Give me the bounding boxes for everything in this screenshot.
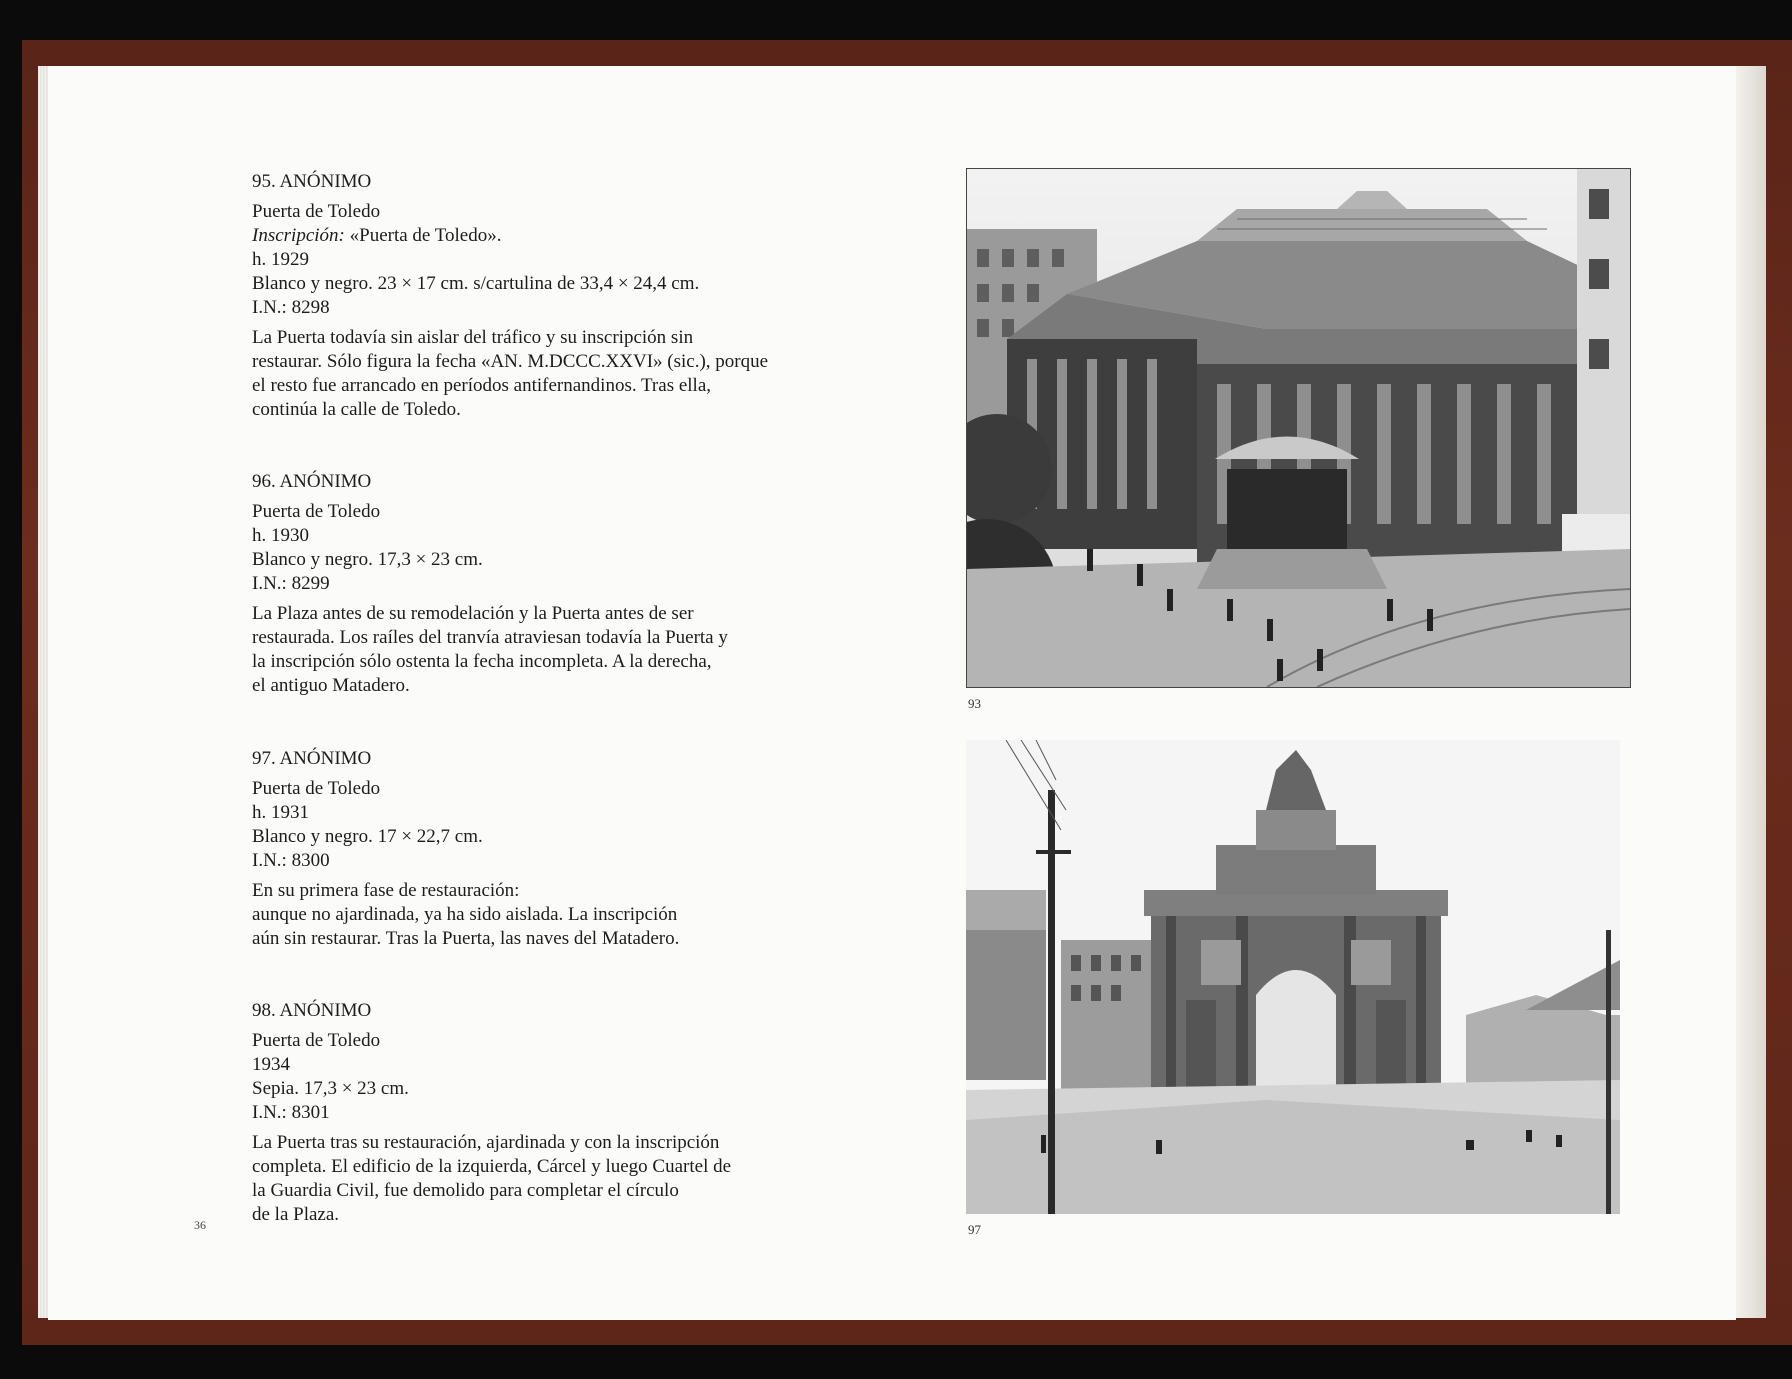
photo-puerta-de-toledo <box>966 740 1620 1214</box>
entry-heading: 96. ANÓNIMO <box>252 471 372 492</box>
description-line: La Puerta todavía sin aislar del tráfico y su inscripción sin <box>252 327 694 348</box>
catalog-entry-98 <box>252 999 912 1227</box>
description-line: la inscripción sólo ostenta la fecha incompleta. A la derecha, <box>252 651 712 672</box>
page-gutter-edge <box>1736 66 1766 1318</box>
description-line: el resto fue arrancado en períodos antifernandinos. Tras ella, <box>252 375 712 396</box>
description-line: completa. El edificio de la izquierda, Cárcel y luego Cuartel de <box>252 1156 732 1177</box>
entry-date: h. 1929 <box>252 249 309 270</box>
entry-inventory: I.N.: 8300 <box>252 850 330 871</box>
entry-heading: 98. ANÓNIMO <box>252 1000 372 1021</box>
description-line: restaurar. Sólo figura la fecha «AN. M.DCCC.XXVI» (sic.), porque <box>252 351 769 372</box>
photo-caption: 93 <box>968 696 981 711</box>
catalog-entry-95 <box>252 170 912 422</box>
description-line: La Plaza antes de su remodelación y la Puerta antes de ser <box>252 603 694 624</box>
entry-medium: Blanco y negro. 17 × 22,7 cm. <box>252 826 483 847</box>
description-line: En su primera fase de restauración: <box>252 880 520 901</box>
entry-date: h. 1931 <box>252 802 309 823</box>
entry-date: 1934 <box>252 1054 290 1075</box>
description-line: de la Plaza. <box>252 1204 340 1225</box>
entry-inventory: I.N.: 8298 <box>252 297 330 318</box>
entry-description <box>252 1131 912 1227</box>
description-line: la Guardia Civil, fue demolido para completar el círculo <box>252 1180 679 1201</box>
entry-inventory: I.N.: 8301 <box>252 1102 330 1123</box>
description-line: continúa la calle de Toledo. <box>252 399 461 420</box>
description-line: el antiguo Matadero. <box>252 675 410 696</box>
photo-caption: 97 <box>968 1222 981 1237</box>
description-line: La Puerta tras su restauración, ajardinada y con la inscripción <box>252 1132 720 1153</box>
entry-title: Puerta de Toledo <box>252 201 381 222</box>
entry-description <box>252 602 912 698</box>
entry-heading: 95. ANÓNIMO <box>252 171 372 192</box>
entry-inscription <box>252 224 912 248</box>
catalog-entry-97 <box>252 747 912 951</box>
entry-medium: Blanco y negro. 17,3 × 23 cm. <box>252 549 483 570</box>
photo-market-hall <box>966 168 1631 688</box>
entry-medium: Blanco y negro. 23 × 17 cm. s/cartulina de 33,4 × 24,4 cm. <box>252 273 700 294</box>
entry-title: Puerta de Toledo <box>252 778 381 799</box>
description-line: aunque no ajardinada, ya ha sido aislada. La inscripción <box>252 904 678 925</box>
entry-description <box>252 326 912 422</box>
entry-description <box>252 879 912 951</box>
entry-date: h. 1930 <box>252 525 309 546</box>
entry-title: Puerta de Toledo <box>252 1030 381 1051</box>
entry-inventory: I.N.: 8299 <box>252 573 330 594</box>
description-line: aún sin restaurar. Tras la Puerta, las naves del Matadero. <box>252 928 680 949</box>
inscription-label: Inscripción: <box>252 225 345 246</box>
entry-title: Puerta de Toledo <box>252 501 381 522</box>
inscription-text: «Puerta de Toledo». <box>349 225 502 246</box>
entry-heading: 97. ANÓNIMO <box>252 748 372 769</box>
entry-medium: Sepia. 17,3 × 23 cm. <box>252 1078 409 1099</box>
description-line: restaurada. Los raíles del tranvía atraviesan todavía la Puerta y <box>252 627 728 648</box>
page-number: 36 <box>194 1218 206 1232</box>
catalog-entry-96 <box>252 470 912 698</box>
